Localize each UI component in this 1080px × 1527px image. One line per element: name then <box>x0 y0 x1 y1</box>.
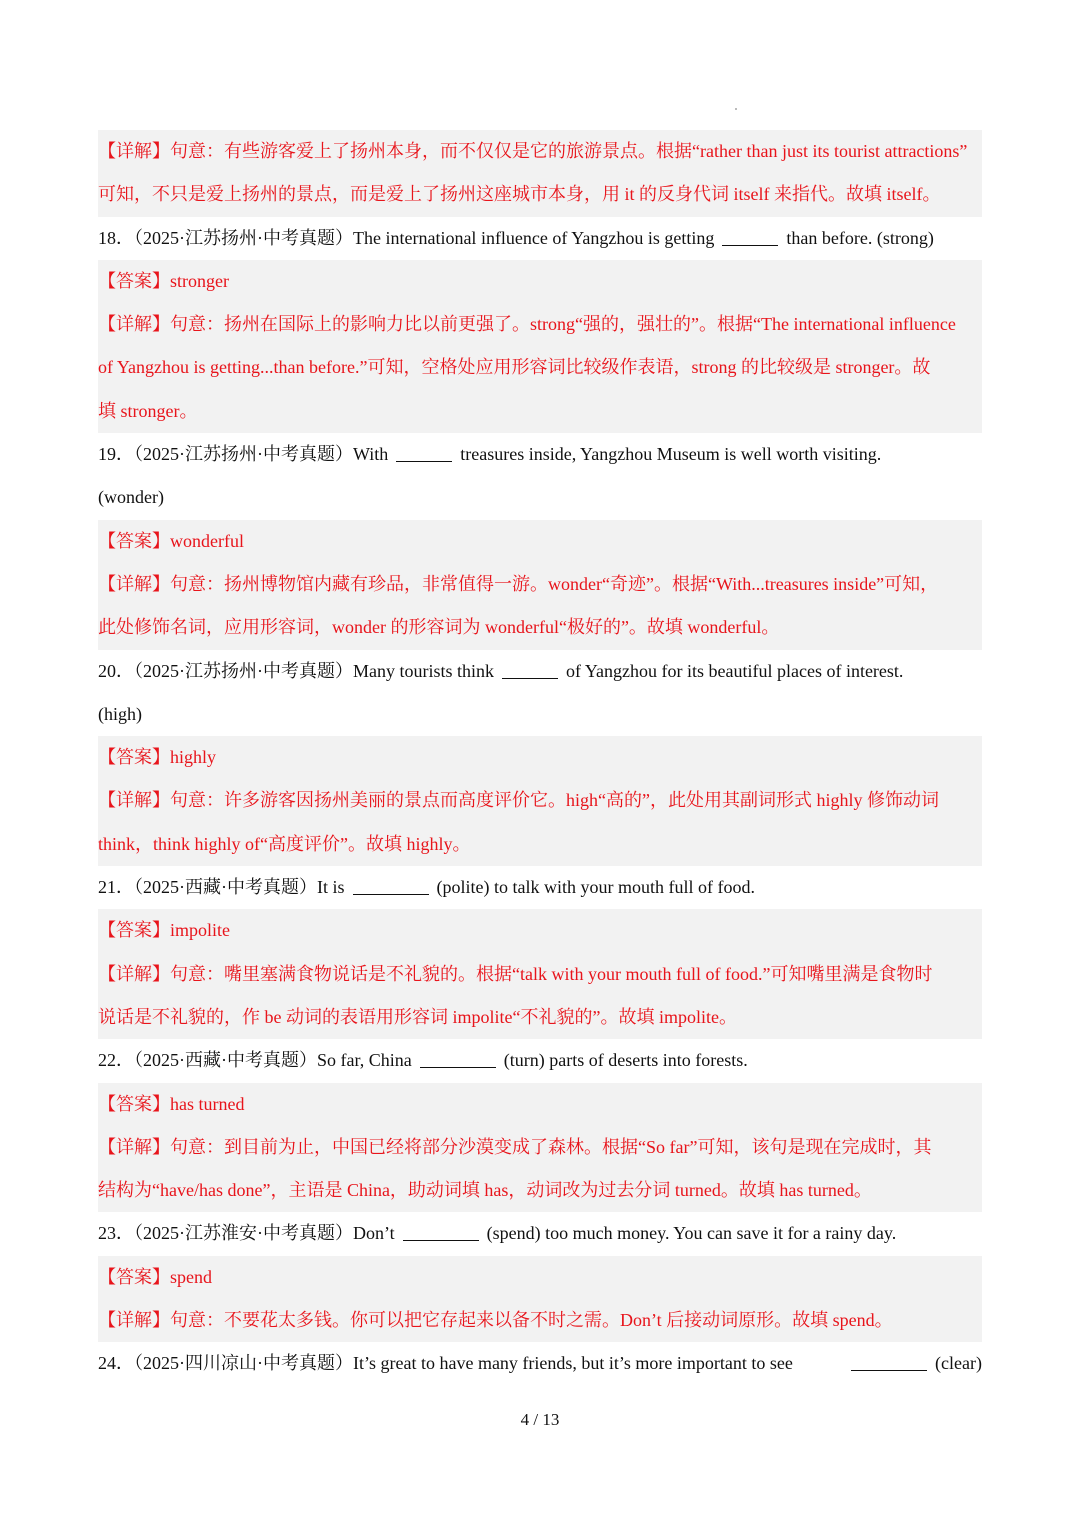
q22-answer: 【答案】has turned <box>98 1083 982 1126</box>
q19-text-b: treasures inside, Yangzhou Museum is well worth visiting. <box>460 444 882 465</box>
q21-answer: 【答案】impolite <box>98 909 982 952</box>
q20-detail-line-2: think，think highly of“高度评价”。故填 highly。 <box>98 823 982 866</box>
q18-text-b: than before. (strong) <box>786 227 934 248</box>
page-number: 4 / 13 <box>520 1410 560 1429</box>
q20-blank <box>502 660 558 679</box>
q19-answer: 【答案】wonderful <box>98 520 982 563</box>
q23-text-b: (spend) too much money. You can save it for a rainy day. <box>486 1223 897 1244</box>
q21-question <box>98 866 982 909</box>
q24-question <box>98 1342 982 1385</box>
q22-text-b: (turn) parts of deserts into forests. <box>503 1050 748 1071</box>
q24-text-a: 24．（2025·四川凉山·中考真题）It’s great to have many friends, but it’s more important to see <box>98 1353 793 1374</box>
q19-blank <box>396 443 452 462</box>
q18-detail-line-3: 填 stronger。 <box>98 390 982 433</box>
q20-text-b: of Yangzhou for its beautiful places of interest. <box>566 660 904 681</box>
q18-blank <box>722 227 778 246</box>
q19-detail-line-2: 此处修饰名词，应用形容词，wonder 的形容词为 wonderful“极好的”。故填 wonderful。 <box>98 606 982 649</box>
q20-question-hint: (high) <box>98 703 142 724</box>
q23-answer: 【答案】spend <box>98 1256 982 1299</box>
q23-text-a: 23．（2025·江苏淮安·中考真题）Don’t <box>98 1223 395 1244</box>
q20-answer: 【答案】highly <box>98 736 982 779</box>
document-page <box>98 130 982 1386</box>
q22-detail-line-2: 结构为“have/has done”，主语是 China，助动词填 has，动词改为过去分词 turned。故填 has turned。 <box>98 1169 982 1212</box>
q19-text-a: 19．（2025·江苏扬州·中考真题）With <box>98 444 389 465</box>
q23-question <box>98 1212 982 1255</box>
q24-blank <box>851 1352 927 1371</box>
q17-detail-line-2: 可知，不只是爱上扬州的景点，而是爱上了扬州这座城市本身，用 it 的反身代词 itself 来指代。故填 itself。 <box>98 173 982 216</box>
q20-text-a: 20．（2025·江苏扬州·中考真题）Many tourists think <box>98 660 494 681</box>
q22-question <box>98 1039 982 1082</box>
q21-text-a: 21．（2025·西藏·中考真题）It is <box>98 877 345 898</box>
q23-blank <box>403 1222 479 1241</box>
q21-detail-line-1: 【详解】句意：嘴里塞满食物说话是不礼貌的。根据“talk with your mouth full of food.”可知嘴里满是食物时 <box>98 953 982 996</box>
q23-detail-line-1: 【详解】句意：不要花太多钱。你可以把它存起来以备不时之需。Don’t 后接动词原形。故填 spend。 <box>98 1299 982 1342</box>
q18-detail-line-1: 【详解】句意：扬州在国际上的影响力比以前更强了。strong“强的，强壮的”。根据“The international influence <box>98 303 982 346</box>
q18-answer: 【答案】stronger <box>98 260 982 303</box>
q21-text-b: (polite) to talk with your mouth full of food. <box>436 877 755 898</box>
q17-detail-line-1: 【详解】句意：有些游客爱上了扬州本身，而不仅仅是它的旅游景点。根据“rather than just its tourist attractions” <box>98 130 982 173</box>
q19-question-hint: (wonder) <box>98 487 164 508</box>
scan-dot <box>735 108 737 110</box>
q24-text-b: (clear) <box>935 1353 982 1374</box>
q18-text-a: 18．（2025·江苏扬州·中考真题）The international influence of Yangzhou is getting <box>98 227 715 248</box>
q19-question <box>98 433 982 476</box>
q22-detail-line-1: 【详解】句意：到目前为止，中国已经将部分沙漠变成了森林。根据“So far”可知，该句是现在完成时，其 <box>98 1126 982 1169</box>
q20-question <box>98 650 982 693</box>
q21-blank <box>353 876 429 895</box>
q18-detail-line-2: of Yangzhou is getting...than before.”可知，空格处应用形容词比较级作表语，strong 的比较级是 stronger。故 <box>98 346 982 389</box>
q19-detail-line-1: 【详解】句意：扬州博物馆内藏有珍品，非常值得一游。wonder“奇迹”。根据“With...treasures inside”可知， <box>98 563 982 606</box>
q20-detail-line-1: 【详解】句意：许多游客因扬州美丽的景点而高度评价它。high“高的”，此处用其副词形式 highly 修饰动词 <box>98 779 982 822</box>
q22-blank <box>420 1049 496 1068</box>
q21-detail-line-2: 说话是不礼貌的，作 be 动词的表语用形容词 impolite“不礼貌的”。故填 impolite。 <box>98 996 982 1039</box>
q22-text-a: 22．（2025·西藏·中考真题）So far, China <box>98 1050 412 1071</box>
q18-question <box>98 217 982 260</box>
